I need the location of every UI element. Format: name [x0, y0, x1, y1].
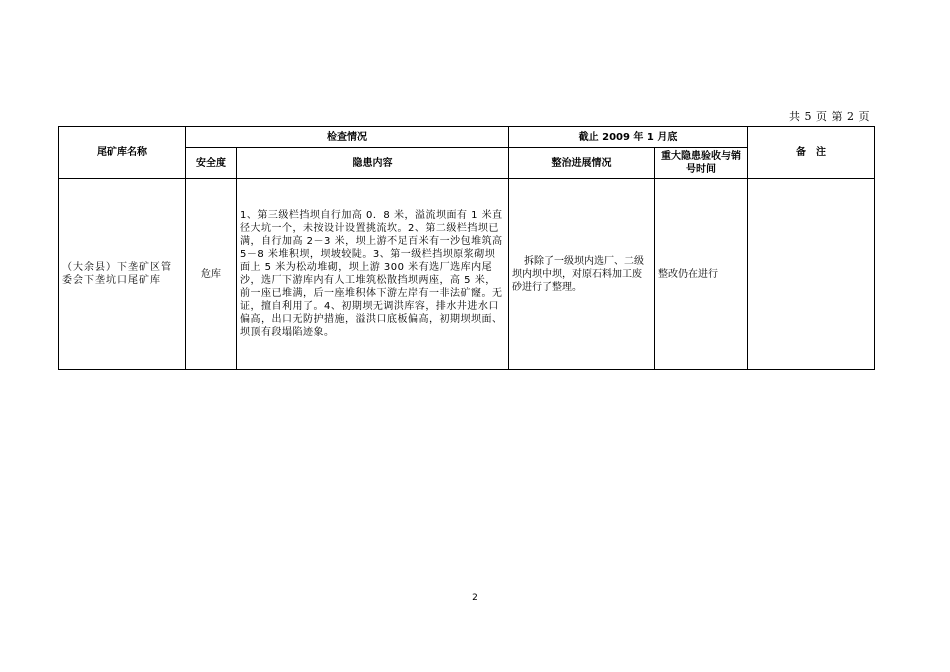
hazard-content-cell: 1、第三级栏挡坝自行加高 0．8 米，溢流坝面有 1 米直径大坑一个，未按设计设置挑流坎。2、第二级栏挡坝已满，自行加高 2－3 米，坝上游不足百米有一沙包堆筑高 5－8 米堆积坝，坝坡较陡。3、第一级栏挡坝原浆砌坝面上 5 米为松动堆砌，坝上游 300 米有选厂选库内尾沙，选厂下游库内有人工堆筑松散挡坝两座，高 5 米，前一座已堆满，后一座堆积体下游左岸有一非法矿窿。无证，擅自利用了。4、初期坝无调洪库容，排水井进水口偏高，出口无防护措施，溢洪口底板偏高，初期坝坝面、坝顶有段塌陷迹象。 [237, 179, 509, 370]
remarks-cell [748, 179, 875, 370]
rectification-progress-cell: 拆除了一级坝内选厂、二级坝内坝中坝，对原石料加工废砂进行了整理。 [509, 179, 655, 370]
page-number: 2 [472, 593, 478, 603]
header-as-of: 截止 2009 年 1 月底 [509, 127, 748, 148]
acceptance-time-cell: 整改仍在进行 [655, 179, 748, 370]
header-remarks: 备 注 [748, 127, 875, 179]
tailings-hazard-table [58, 126, 875, 370]
header-inspection: 检查情况 [186, 127, 509, 148]
tailings-name-cell: （大余县）下垄矿区管委会下垄坑口尾矿库 [59, 179, 186, 370]
header-major-hazard-acceptance: 重大隐患验收与销号时间 [655, 148, 748, 179]
header-tailings-name: 尾矿库名称 [59, 127, 186, 179]
header-safety-level: 安全度 [186, 148, 237, 179]
table-row [59, 179, 875, 370]
header-row-1 [59, 127, 875, 148]
header-rectification-progress: 整治进展情况 [509, 148, 655, 179]
header-hazard-content: 隐患内容 [237, 148, 509, 179]
page-indicator: 共 5 页 第 2 页 [789, 110, 870, 123]
safety-level-cell: 危库 [186, 179, 237, 370]
